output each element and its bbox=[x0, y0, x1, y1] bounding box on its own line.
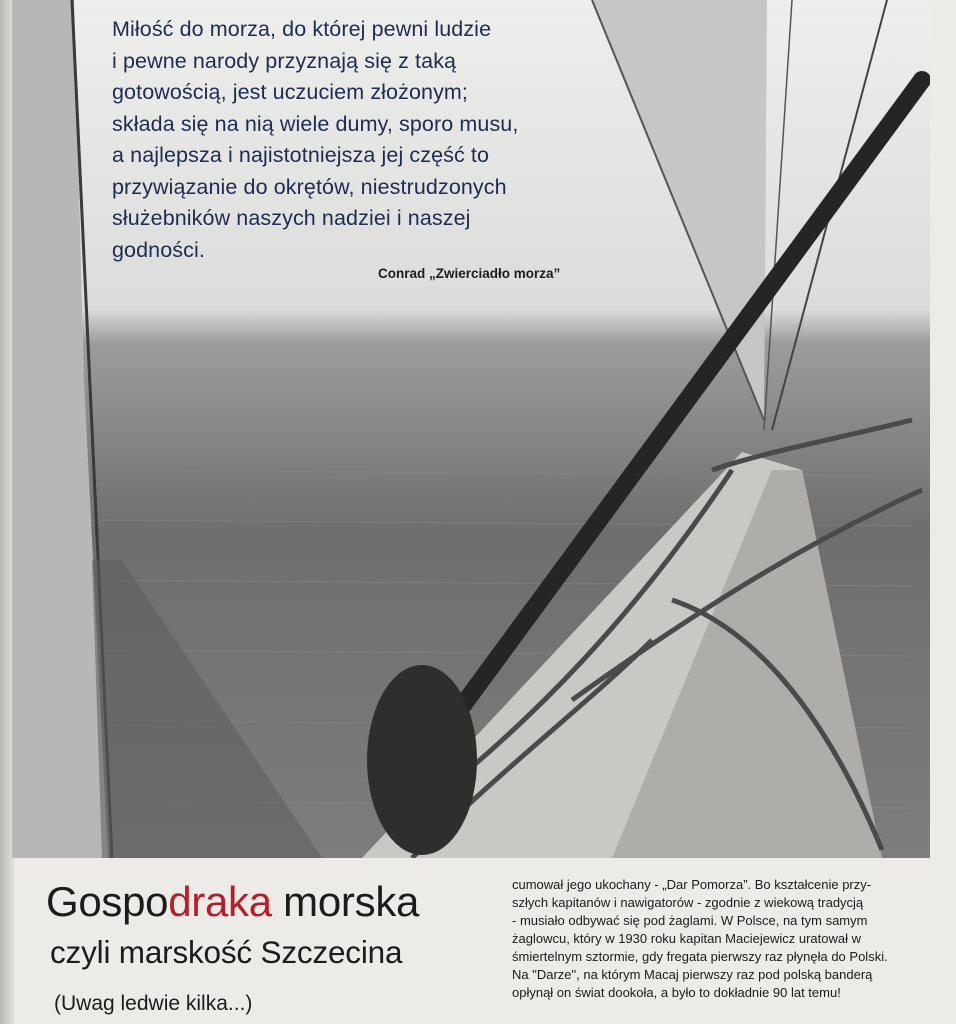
article-body: cumował jego ukochany - „Dar Pomorza”. Bo kształcenie przy- szłych kapitanów i nawigatorów - zgodnie z wiekową tradycją - musiało odbywać się pod żaglami. W Polsce, na tym samym żaglowcu, który w 1930 roku kapitan Maciejewicz uratował w śmiertelnym sztormie, gdy fregata pierwszy raz płynęła do Polski. Na "Darze", na którym Macaj pierwszy raz pod polską banderą opłynął on świat dookoła, a było to dokładnie 90 lat temu! bbox=[512, 877, 888, 1000]
bow-shadow bbox=[367, 665, 477, 855]
headline-accent: draka bbox=[168, 878, 272, 925]
sailing-ship-photo bbox=[12, 0, 930, 858]
article-note: (Uwag ledwie kilka...) bbox=[54, 992, 253, 1015]
headline-part-2: morska bbox=[271, 878, 420, 925]
article-subheadline: czyli marskość Szczecina bbox=[50, 934, 403, 970]
quote-text: Miłość do morza, do której pewni ludzie i pewne narody przyznają się z taką gotowością, jest uczuciem złożonym; składa się na nią wiele dumy, sporo musu, a najlepsza i najistotniejsza jej część to przywiązanie do okrętów, niestrudzonych służebników naszych nadziei i naszej godności. bbox=[112, 17, 519, 262]
headline-part-1: Gospo bbox=[46, 878, 169, 925]
article-headline bbox=[46, 878, 419, 926]
netting bbox=[92, 560, 322, 858]
quote-author: Conrad „Zwierciadło morza” bbox=[378, 266, 561, 281]
stay-rope-2 bbox=[764, 0, 792, 430]
left-sail bbox=[12, 0, 108, 858]
